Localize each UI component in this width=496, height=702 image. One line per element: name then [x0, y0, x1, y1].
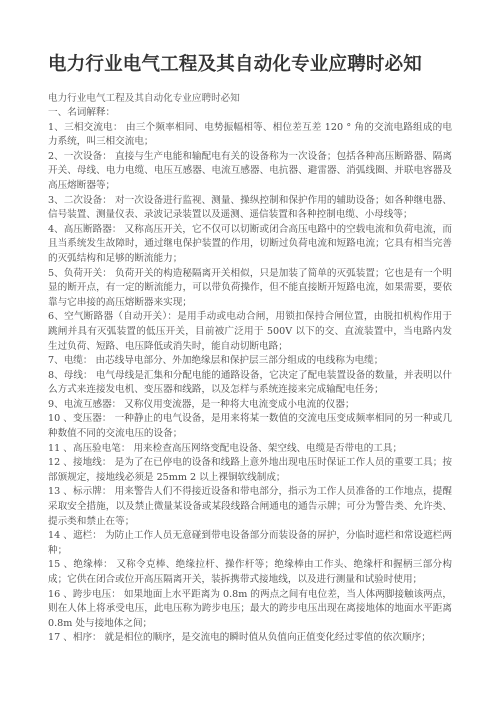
paragraph: 1、三相交流电： 由三个频率相同、电势振幅相等、相位差互差 120 ° 角的交流电路组成的电力系统，叫三相交流电；: [48, 121, 452, 148]
paragraph: 5、负荷开关： 负荷开关的构造秘隔离开关相似，只是加装了简单的灭弧装置；它也是有一个明显的断开点，有一定的断流能力，可以带负荷操作，但不能直接断开短路电流，如果需要，要依靠与它串接的高压熔断器来实现；: [48, 267, 452, 308]
paragraph: 10 、变压器： 一种静止的电气设备，是用来将某一数值的交流电压变成频率相同的另一种或几种数值不同的交流电压的设备；: [48, 413, 452, 440]
paragraph: 2、一次设备： 直接与生产电能和输配电有关的设备称为一次设备；包括各种高压断路器、隔离开关、母线、电力电缆、电压互感器、电流互感器、电抗器、避雷器、消弧线圈、并联电容器及高压熔断器等；: [48, 150, 452, 191]
document-title: 电力行业电气工程及其自动化专业应聘时必知: [48, 54, 423, 75]
paragraph: 7、电缆： 由芯线导电部分、外加绝缘层和保护层三部分组成的电线称为电缆；: [48, 355, 384, 367]
paragraph: 3、二次设备： 对一次设备进行监视、测量、操纵控制和保护作用的辅助设备；如各种继电器、信号装置、测量仪表、录波记录装置以及遥测、遥信装置和各种控制电缆、小母线等；: [48, 194, 452, 221]
paragraph: 6、空气断路器（自动开关）：是用手动或电动合闸，用锁扣保持合闸位置，由脱扣机构作用于跳闸并具有灭弧装置的低压开关，目前被广泛用于 500V 以下的交、直流装置中，当电路内发生过负荷、短路、电压降低或消失时，能自动切断电路；: [48, 311, 452, 352]
document-body: [48, 106, 452, 646]
paragraph: 一、名词解释：: [48, 107, 116, 118]
paragraph: 14 、遮栏： 为防止工作人员无意碰到带电设备部分而装设备的屏护，分临时遮栏和常设遮栏两种；: [48, 530, 452, 556]
paragraph: 12 、接地线： 是为了在已停电的设备和线路上意外地出现电压时保证工作人员的重要工具；按部颁规定，接地线必须是 25mm 2 以上裸铜软线制成；: [48, 457, 452, 483]
document-subtitle: 电力行业电气工程及其自动化专业应聘时必知: [48, 93, 240, 104]
paragraph: 16 、跨步电压： 如果地面上水平距离为 0.8m 的两点之间有电位差，当人体两脚接触该两点，则在人体上将承受电压，此电压称为跨步电压；最大的跨步电压出现在离接地体的地面水平距离 0.8m 处与接地体之间；: [48, 588, 452, 629]
paragraph: 8、母线： 电气母线是汇集和分配电能的通路设备，它决定了配电装置设备的数量，并表明以什么方式来连接发电机、变压器和线路，以及怎样与系统连接来完成输配电任务；: [48, 369, 452, 396]
paragraph: 4、高压断路器： 又称高压开关，它不仅可以切断或闭合高压电路中的空载电流和负荷电流，而且当系统发生故障时，通过继电保护装置的作用，切断过负荷电流和短路电流；它具有相当完善的灭弧结构和足够的断流能力；: [48, 223, 452, 264]
paragraph: 11 、高压验电笔： 用来检查高压网络变配电设备、架空线、电缆是否带电的工具；: [48, 442, 403, 454]
paragraph: 13 、标示牌： 用来警告人们不得接近设备和带电部分，指示为工作人员准备的工作地点，提醒采取安全措施，以及禁止微量某设备或某段线路合闸通电的通告示牌；可分为警告类、允许类、提示类和禁止在等；: [48, 486, 452, 527]
paragraph: 17 、相序： 就是相位的顺序，是交流电的瞬时值从负值向正值变化经过零值的依次顺序；: [48, 632, 431, 644]
paragraph: 9、电流互感器： 又称仪用变流器，是一种将大电流变成小电流的仪器；: [48, 398, 355, 410]
paragraph: 15 、绝缘棒： 又称令克棒、绝缘拉杆、操作杆等；绝缘棒由工作头、绝缘杆和握柄三部分构成；它供在闭合或位开高压隔离开关，装拆携带式接地线，以及进行测量和试验时使用；: [48, 559, 452, 585]
